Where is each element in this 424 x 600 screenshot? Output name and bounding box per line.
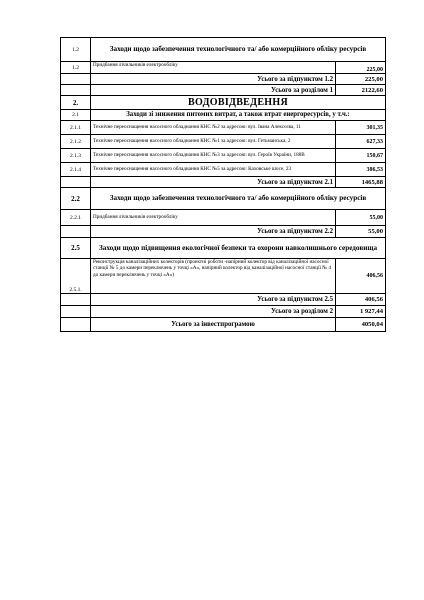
row-number: 2.1.4 xyxy=(61,163,91,177)
item-amount: 55,00 xyxy=(336,210,386,226)
item-description: Технічне переоснащення насосного обладнання КНС №3 за адресою: вул. Героїв України, 188В xyxy=(91,149,336,163)
section-total-amount: 1 927,44 xyxy=(336,306,386,318)
item-description: Технічне переоснащення насосного обладнання КНС №1 за адресою: вул. Гетьманська, 2 xyxy=(91,135,336,149)
row-number: 2.1.1 xyxy=(61,121,91,135)
subtotal-row xyxy=(61,294,386,306)
subtotal-label: Усього за підпунктом 1.2 xyxy=(91,74,336,85)
subsection-title: Заходи щодо забезпечення технологічного та/ або комерційного обліку ресурсів xyxy=(91,188,386,210)
item-row xyxy=(61,121,386,135)
subtotal-row xyxy=(61,226,386,238)
empty-cell xyxy=(61,294,91,306)
grand-total-amount: 4050,04 xyxy=(336,318,386,332)
investment-program-table xyxy=(60,37,386,332)
item-row xyxy=(61,259,386,294)
row-number: 2.5 xyxy=(61,238,91,259)
row-number: 2.1.2 xyxy=(61,135,91,149)
subsection-title: Заходи щодо підвищення екологічної безпеки та охорони навколишнього середовища xyxy=(91,238,386,259)
subtotal-label: Усього за підпунктом 2.2 xyxy=(91,226,336,238)
item-row xyxy=(61,62,386,74)
subsection-1-2-header-row xyxy=(61,38,386,62)
row-number: 1.2 xyxy=(61,38,91,62)
item-description: Реконструкція каналізаційних колекторів (проектні роботи -напірний колектор від каналізаційної насосної станції № 5 до камери переключень у точці «А», напірний колектор від каналізаційної насосної станції № 4 до камери переключень у точці «А») xyxy=(91,259,336,294)
item-amount: 225,00 xyxy=(336,62,386,74)
empty-cell xyxy=(61,318,91,332)
item-row xyxy=(61,210,386,226)
subsection-2-2-header-row xyxy=(61,188,386,210)
section-total-label: Усього за розділом 2 xyxy=(91,306,336,318)
item-amount: 386,53 xyxy=(336,163,386,177)
item-amount: 301,35 xyxy=(336,121,386,135)
section-total-amount: 2122,60 xyxy=(336,85,386,96)
grand-total-row xyxy=(61,318,386,332)
subtotal-amount: 406,56 xyxy=(336,294,386,306)
item-amount: 406,56 xyxy=(336,259,386,294)
item-amount: 627,33 xyxy=(336,135,386,149)
section-title: ВОДОВІДВЕДЕННЯ xyxy=(91,96,386,110)
subsection-2-1-header-row xyxy=(61,110,386,121)
item-description: Технічне переоснащення насосного обладнання КНС №2 за адресою: вул. Івана Алексєєва, 11 xyxy=(91,121,336,135)
subtotal-row xyxy=(61,177,386,188)
row-number: 2.2 xyxy=(61,188,91,210)
section-total-label: Усього за розділом 1 xyxy=(91,85,336,96)
subtotal-row xyxy=(61,74,386,85)
section-number: 2. xyxy=(61,96,91,110)
row-number: 2.1 xyxy=(61,110,91,121)
item-description: Технічне переоснащення насосного обладнання КНС №5 за адресою: Каховське шосе, 23 xyxy=(91,163,336,177)
subtotal-amount: 55,00 xyxy=(336,226,386,238)
section-total-row xyxy=(61,85,386,96)
grand-total-label: Усього за інвестпрограмою xyxy=(91,318,336,332)
item-description: Придбання лічильників електрообліку xyxy=(91,210,336,226)
row-number: 2.5.1. xyxy=(61,259,91,294)
item-description: Придбання лічильників електрообліку xyxy=(91,62,336,74)
row-number: 2.1.3 xyxy=(61,149,91,163)
empty-cell xyxy=(61,74,91,85)
subsection-title: Заходи зі зниження питомих витрат, а також втрат енергоресурсів, у т.ч.: xyxy=(91,110,386,121)
subtotal-label: Усього за підпунктом 2.1 xyxy=(91,177,336,188)
section-2-header-row xyxy=(61,96,386,110)
row-number: 1.2 xyxy=(61,62,91,74)
row-number: 2.2.1 xyxy=(61,210,91,226)
subsection-title: Заходи щодо забезпечення технологічного та/ або комерційного обліку ресурсів xyxy=(91,38,386,62)
empty-cell xyxy=(61,85,91,96)
subtotal-amount: 1465,88 xyxy=(336,177,386,188)
empty-cell xyxy=(61,177,91,188)
empty-cell xyxy=(61,306,91,318)
subtotal-amount: 225,00 xyxy=(336,74,386,85)
item-row xyxy=(61,135,386,149)
empty-cell xyxy=(61,226,91,238)
subsection-2-5-header-row xyxy=(61,238,386,259)
item-row xyxy=(61,149,386,163)
item-amount: 150,67 xyxy=(336,149,386,163)
section-total-row xyxy=(61,306,386,318)
subtotal-label: Усього за підпунктом 2.5 xyxy=(91,294,336,306)
item-row xyxy=(61,163,386,177)
